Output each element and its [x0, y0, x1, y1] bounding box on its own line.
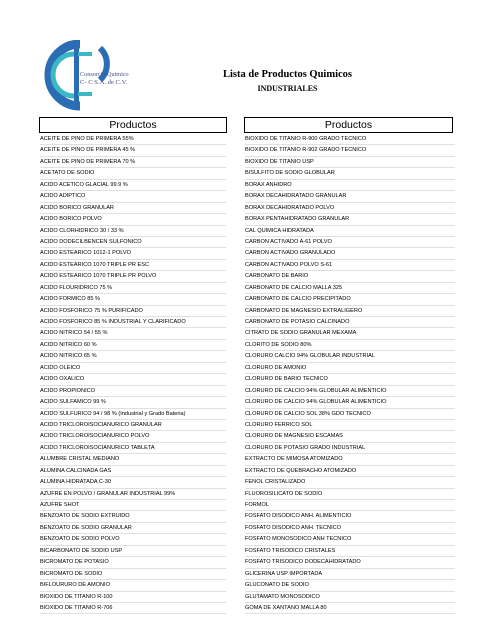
- right-column-header: Productos: [244, 117, 453, 133]
- product-item: ACEITE DE PINO DE PRIMERA 55%: [40, 134, 226, 145]
- product-item: ACIDO FOSFORICO 75 % PURIFICADO: [40, 306, 226, 317]
- product-item: CLORURO DE POTASIO GRADO INDUSTRIAL: [245, 443, 455, 454]
- product-item: FOSFATO MONOSODICO ANH TECNICO: [245, 534, 455, 545]
- product-item: ACEITE DE PINO DE PRIMERA 45 %: [40, 145, 226, 156]
- product-item: CLORURO DE AMONIO: [245, 363, 455, 374]
- left-product-list: [40, 134, 226, 614]
- product-item: ACIDO OXALICO: [40, 374, 226, 385]
- product-item: CLORURO CALCIO 94% GLOBULAR INDUSTRIAL: [245, 351, 455, 362]
- product-item: GLUTAMATO MONOSODICO: [245, 592, 455, 603]
- company-name-line1: Consorcio Quimico: [80, 71, 129, 78]
- product-item: CITRATO DE SODIO GRANULAR MEXAMA: [245, 328, 455, 339]
- product-item: BENZOATO DE SODIO EXTRUIDO: [40, 511, 226, 522]
- product-item: ACIDO NITRICO 54 / 55 %: [40, 328, 226, 339]
- right-product-list: [245, 134, 455, 614]
- product-item: ACIDO ESTEARICO 1070 TRIPLE PR ESC: [40, 260, 226, 271]
- product-item: ACIDO DODECILBENCEN SULFONICO: [40, 237, 226, 248]
- product-item: ACIDO NITRICO 65 %: [40, 351, 226, 362]
- product-item: ALUMINA HIDRATADA C-30: [40, 477, 226, 488]
- product-item: ACEITE DE PINO DE PRIMERA 70 %: [40, 157, 226, 168]
- product-item: CAL QUIMICA HIDRATADA: [245, 226, 455, 237]
- product-item: FLUOROSILICATO DE SODIO: [245, 489, 455, 500]
- product-item: AZUFRE SHOT: [40, 500, 226, 511]
- product-item: ACIDO SULFAMICO 99 %: [40, 397, 226, 408]
- product-item: ACIDO BORICO POLVO: [40, 214, 226, 225]
- product-item: BICROMATO DE POTASIO: [40, 557, 226, 568]
- product-item: FOSFATO TRISODICO DODECAHIDRATADO: [245, 557, 455, 568]
- product-item: CLORURO DE CALCIO SOL 38% GDO TECNICO: [245, 409, 455, 420]
- product-item: FORMOL: [245, 500, 455, 511]
- product-item: BIOXIDO DE TITANIO R-706: [40, 603, 226, 614]
- product-item: EXTRACTO DE MIMOSA ATOMIZADO: [245, 454, 455, 465]
- product-item: CLORURO FERRICO SOL: [245, 420, 455, 431]
- product-item: GLUCONATO DE SODIO: [245, 580, 455, 591]
- product-item: CARBONATO DE CALCIO PRECIPITADO: [245, 294, 455, 305]
- product-item: BENZOATO DE SODIO GRANULAR: [40, 523, 226, 534]
- product-item: BIOXIDO DE TITANIO R-100: [40, 592, 226, 603]
- product-item: CARBON ACTIVADO A-61 POLVO: [245, 237, 455, 248]
- product-item: BICARBONATO DE SODIO USP: [40, 546, 226, 557]
- product-item: BORAX DECAHIDRATADO POLVO: [245, 203, 455, 214]
- product-item: CARBONATO DE BARIO: [245, 271, 455, 282]
- product-item: CLORURO DE CALCIO 94% GLOBULAR ALIMENTICIO: [245, 397, 455, 408]
- product-item: CARBONATO DE MAGNESIO EXTRALIGERO: [245, 306, 455, 317]
- product-item: FOSFATO TRISODICO CRISTALES: [245, 546, 455, 557]
- product-item: ACIDO TRICLOROISOCIANURICO POLVO: [40, 431, 226, 442]
- product-item: CARBON ACTIVADO POLVO S-61: [245, 260, 455, 271]
- product-item: ACIDO ADIPTICO: [40, 191, 226, 202]
- product-item: FENOL CRISTALIZADO: [245, 477, 455, 488]
- product-item: BORAX ANHIDRO: [245, 180, 455, 191]
- product-item: CARBONATO DE CALCIO MALLA 325: [245, 283, 455, 294]
- product-item: BIFLOURURO DE AMONIO: [40, 580, 226, 591]
- product-item: ACIDO FLOURIDRICO 75 %: [40, 283, 226, 294]
- product-item: BORAX PENTAHIDRATADO GRANULAR: [245, 214, 455, 225]
- product-item: ACIDO CLORHIDRICO 30 / 33 %: [40, 226, 226, 237]
- product-item: GOMA DE XANTANO MALLA 80: [245, 603, 455, 614]
- product-item: CLORITO DE SODIO 80%: [245, 340, 455, 351]
- product-item: CLORURO DE MAGNESIO ESCAMAS: [245, 431, 455, 442]
- product-item: ALUMINA CALCINADA GAS: [40, 466, 226, 477]
- product-item: BORAX DECAHIDRATADO GRANULAR: [245, 191, 455, 202]
- product-item: GLICERINA USP IMPORTADA: [245, 569, 455, 580]
- left-column-header: Productos: [39, 117, 227, 133]
- product-item: EXTRACTO DE QUEBRACHO ATOMIZADO: [245, 466, 455, 477]
- product-item: FOSFATO DISODICO ANH. TECNICO: [245, 523, 455, 534]
- product-item: BISULFITO DE SODIO GLOBULAR: [245, 168, 455, 179]
- product-item: BENZOATO DE SODIO POLVO: [40, 534, 226, 545]
- product-item: BIOXIDO DE TITANIO R-902 GRADO TECNICO: [245, 145, 455, 156]
- company-name-line2: C- C S.A. de C.V.: [80, 79, 128, 86]
- product-item: ACIDO PROPIONICO: [40, 386, 226, 397]
- product-item: FOSFATO DISODICO ANH. ALIMENTICIO: [245, 511, 455, 522]
- product-item: ACIDO TRICLOROISOCIANURICO TABLETA: [40, 443, 226, 454]
- product-item: BIOXIDO DE TITANIO R-900 GRADO TECNICO: [245, 134, 455, 145]
- product-item: ACIDO TRICLOROISOCIANURICO GRANULAR: [40, 420, 226, 431]
- product-item: ACIDO OLEICO: [40, 363, 226, 374]
- page-title: Lista de Productos Quimicos: [222, 69, 353, 80]
- product-item: ACIDO FORMICO 85 %: [40, 294, 226, 305]
- product-item: ACIDO ESTEARICO 1070 TRIPLE PR POLVO: [40, 271, 226, 282]
- product-item: BICROMATO DE SODIO: [40, 569, 226, 580]
- product-item: ACIDO FOSFORICO 85 % INDUSTRIAL Y CLARIFICADO: [40, 317, 226, 328]
- product-item: ACETATO DE SODIO: [40, 168, 226, 179]
- product-item: CLORURO DE BARIO TECNICO: [245, 374, 455, 385]
- product-item: ALUMBRE CRISTAL MEDIANO: [40, 454, 226, 465]
- product-item: ACIDO NITRICO 60 %: [40, 340, 226, 351]
- product-item: ACIDO ACETICO GLACIAL 99.9 %: [40, 180, 226, 191]
- product-item: ACIDO BORICO GRANULAR: [40, 203, 226, 214]
- product-item: CARBONATO DE POTASIO CALCINADO: [245, 317, 455, 328]
- product-item: ACIDO ESTEARICO 1012-1 POLVO: [40, 248, 226, 259]
- product-item: ACIDO SULFURICO 94 / 98 % (Industrial y Grado Bateria): [40, 409, 226, 420]
- product-item: BIOXIDO DE TITANIO USP: [245, 157, 455, 168]
- page-subtitle: INDUSTRIALES: [257, 84, 318, 93]
- product-item: AZUFRE EN POLVO / GRANULAR INDUSTRIAL 99%: [40, 489, 226, 500]
- product-item: CLORURO DE CALCIO 94% GLOBULAR ALIMENTICIO: [245, 386, 455, 397]
- product-item: CARBON ACTIVADO GRANULADO: [245, 248, 455, 259]
